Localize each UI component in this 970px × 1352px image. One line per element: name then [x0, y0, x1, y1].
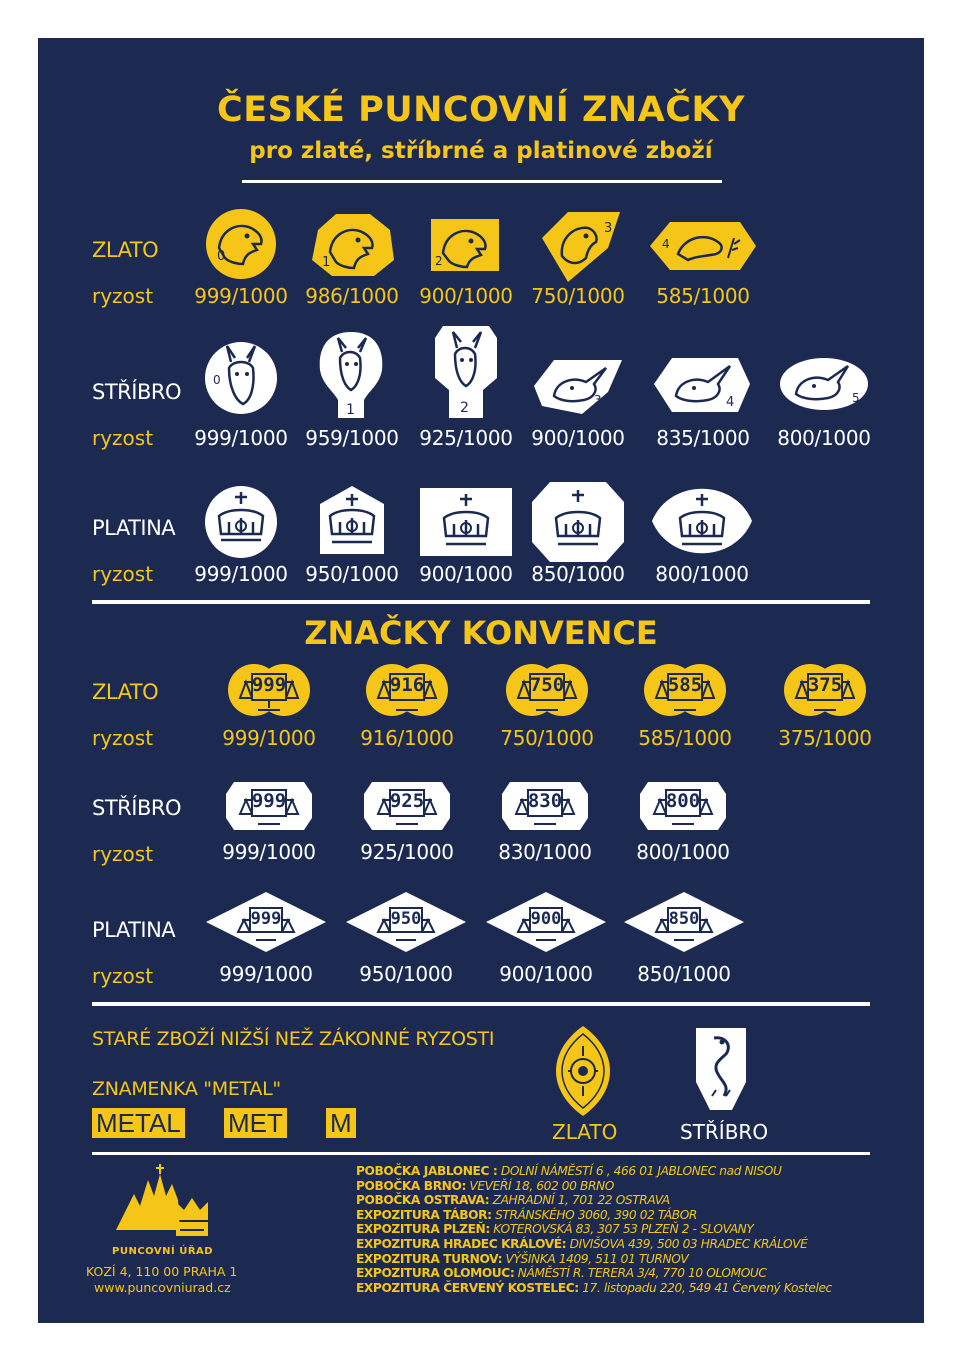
- svg-text:3: 3: [604, 221, 613, 236]
- conv-gold-value-2: 916/1000: [360, 726, 454, 750]
- conv-gold-mark-3: [502, 662, 592, 718]
- silver-value-3: 925/1000: [419, 426, 513, 450]
- conv-silver-code-2: 925: [389, 790, 425, 812]
- conv-platinum-code-3: 900: [530, 909, 562, 929]
- gold-900-eagle-icon: [425, 213, 505, 277]
- old-silver-mark-icon: [692, 1024, 750, 1114]
- conv-gold-mark-5: [780, 662, 870, 718]
- gold-label: ZLATO: [92, 238, 159, 262]
- conv-gold-mark-4: [640, 662, 730, 718]
- silver-value-2: 959/1000: [305, 426, 399, 450]
- conv-gold-label: ZLATO: [92, 680, 159, 704]
- silver-value-4: 900/1000: [531, 426, 625, 450]
- conv-gold-value-3: 750/1000: [500, 726, 594, 750]
- branch-line: POBOČKA JABLONEC : DOLNÍ NÁMĚSTÍ 6 , 466 01 JABLONEC nad NISOU: [356, 1164, 782, 1178]
- platinum-ryzost-label: ryzost: [92, 562, 154, 586]
- silver-925-goat-icon: [431, 324, 501, 420]
- silver-835-hare-icon: [652, 354, 752, 416]
- old-silver-label: STŘÍBRO: [680, 1120, 769, 1144]
- silver-800-hare-icon: [778, 356, 870, 412]
- svg-text:0: 0: [213, 373, 221, 387]
- title-underline: [242, 180, 722, 183]
- conv-platinum-code-4: 850: [668, 909, 700, 929]
- gold-value-3: 900/1000: [419, 284, 513, 308]
- conv-silver-value-1: 999/1000: [222, 840, 316, 864]
- silver-900-hare-icon: [532, 356, 626, 416]
- branch-line: EXPOZITURA OLOMOUC: NÁMĚSTÍ R. TERERA 3/4, 770 10 OLOMOUC: [356, 1266, 767, 1281]
- badge-metal: METAL: [92, 1108, 185, 1138]
- poster-subtitle: pro zlaté, stříbrné a platinové zboží: [249, 138, 713, 164]
- old-gold-mark-icon: [554, 1024, 612, 1118]
- conv-gold-mark-1: [224, 662, 314, 718]
- platinum-value-4: 850/1000: [531, 562, 625, 586]
- prague-castle-logo-icon: [110, 1160, 220, 1240]
- badge-m: M: [326, 1108, 356, 1138]
- badge-met: MET: [224, 1108, 287, 1138]
- silver-959-goat-icon: [316, 330, 386, 420]
- gold-value-5: 585/1000: [656, 284, 750, 308]
- convention-title: ZNAČKY KONVENCE: [304, 614, 658, 652]
- svg-text:4: 4: [662, 237, 670, 251]
- conv-gold-code-1: 999: [251, 674, 287, 696]
- office-name: PUNCOVNÍ ÚŘAD: [112, 1246, 214, 1257]
- svg-text:0: 0: [217, 249, 226, 264]
- conv-silver-mark-1: [224, 780, 314, 832]
- gold-value-4: 750/1000: [531, 284, 625, 308]
- conv-silver-mark-4: [638, 780, 728, 832]
- conv-platinum-value-2: 950/1000: [359, 962, 453, 986]
- section-divider-1: [92, 600, 870, 604]
- conv-platinum-mark-4: [622, 890, 746, 954]
- conv-platinum-mark-1: [204, 890, 328, 954]
- conv-silver-code-1: 999: [251, 790, 287, 812]
- gold-750-chicken-icon: [538, 208, 624, 284]
- platinum-value-2: 950/1000: [305, 562, 399, 586]
- conv-gold-ryzost-label: ryzost: [92, 726, 154, 750]
- gold-ryzost-label: ryzost: [92, 284, 154, 308]
- conv-silver-mark-2: [362, 780, 452, 832]
- branch-list: [356, 1164, 916, 1295]
- silver-label: STŘÍBRO: [92, 380, 181, 404]
- conv-gold-value-5: 375/1000: [778, 726, 872, 750]
- metal-marks-title: ZNAMENKA "METAL": [92, 1078, 281, 1100]
- office-address: KOZÍ 4, 110 00 PRAHA 1: [86, 1264, 238, 1279]
- gold-986-eagle-icon: [308, 210, 398, 280]
- branch-line: EXPOZITURA ČERVENÝ KOSTELEC: 17. listopadu 220, 549 41 Červený Kostelec: [356, 1280, 832, 1295]
- branch-line: EXPOZITURA HRADEC KRÁLOVÉ: DIVIŠOVA 439, 500 03 HRADEC KRÁLOVÉ: [356, 1236, 808, 1251]
- platinum-800-crown-icon: [650, 486, 754, 556]
- hallmark-poster: [38, 38, 924, 1323]
- conv-silver-ryzost-label: ryzost: [92, 842, 154, 866]
- gold-value-1: 999/1000: [194, 284, 288, 308]
- gold-value-2: 986/1000: [305, 284, 399, 308]
- conv-platinum-value-3: 900/1000: [499, 962, 593, 986]
- office-web: www.puncovniurad.cz: [94, 1280, 231, 1295]
- svg-text:1: 1: [322, 255, 331, 270]
- platinum-value-5: 800/1000: [655, 562, 749, 586]
- conv-gold-code-3: 750: [529, 674, 565, 696]
- conv-platinum-value-1: 999/1000: [219, 962, 313, 986]
- conv-silver-value-3: 830/1000: [498, 840, 592, 864]
- branch-line: EXPOZITURA TURNOV: VÝŠINKA 1409, 511 01 TURNOV: [356, 1251, 689, 1266]
- conv-gold-code-4: 585: [667, 674, 703, 696]
- conv-gold-mark-2: [362, 662, 452, 718]
- platinum-950-crown-icon: [316, 484, 388, 556]
- silver-value-6: 800/1000: [777, 426, 871, 450]
- conv-platinum-label: PLATINA: [92, 918, 176, 942]
- silver-value-1: 999/1000: [194, 426, 288, 450]
- old-gold-label: ZLATO: [552, 1120, 618, 1144]
- branch-line: POBOČKA OSTRAVA: ZAHRADNÍ 1, 701 22 OSTRAVA: [356, 1193, 670, 1208]
- platinum-999-crown-icon: [203, 484, 279, 560]
- conv-silver-value-2: 925/1000: [360, 840, 454, 864]
- svg-text:5: 5: [852, 391, 860, 405]
- platinum-900-crown-icon: [418, 486, 514, 558]
- svg-text:2: 2: [435, 254, 443, 268]
- silver-999-goat-icon: [203, 340, 279, 416]
- platinum-label: PLATINA: [92, 516, 176, 540]
- conv-platinum-mark-3: [484, 890, 608, 954]
- platinum-value-3: 900/1000: [419, 562, 513, 586]
- conv-platinum-code-2: 950: [390, 909, 422, 929]
- conv-gold-value-1: 999/1000: [222, 726, 316, 750]
- svg-text:1: 1: [346, 402, 355, 418]
- svg-text:4: 4: [726, 395, 735, 410]
- conv-gold-code-5: 375: [807, 674, 843, 696]
- conv-platinum-code-1: 999: [250, 909, 282, 929]
- poster-title: ČESKÉ PUNCOVNÍ ZNAČKY: [217, 90, 745, 130]
- conv-gold-code-2: 916: [389, 674, 425, 696]
- branch-line: EXPOZITURA PLZEŇ: KOTEROVSKÁ 83, 307 53 PLZEŇ 2 - SLOVANY: [356, 1222, 754, 1237]
- section-divider-2: [92, 1002, 870, 1006]
- conv-silver-mark-3: [500, 780, 590, 832]
- section-divider-3: [92, 1152, 870, 1155]
- branch-line: POBOČKA BRNO: VEVEŘÍ 18, 602 00 BRNO: [356, 1178, 614, 1193]
- silver-ryzost-label: ryzost: [92, 426, 154, 450]
- old-goods-title: STARÉ ZBOŽÍ NIŽŠÍ NEŽ ZÁKONNÉ RYZOSTI: [92, 1028, 495, 1050]
- platinum-850-crown-icon: [530, 480, 626, 564]
- conv-silver-value-4: 800/1000: [636, 840, 730, 864]
- platinum-value-1: 999/1000: [194, 562, 288, 586]
- conv-silver-code-4: 800: [665, 790, 701, 812]
- svg-text:3: 3: [594, 393, 602, 407]
- conv-platinum-value-4: 850/1000: [637, 962, 731, 986]
- conv-gold-value-4: 585/1000: [638, 726, 732, 750]
- gold-585-bird-icon: [648, 220, 758, 272]
- conv-silver-label: STŘÍBRO: [92, 796, 181, 820]
- svg-text:2: 2: [460, 400, 469, 416]
- branch-line: EXPOZITURA TÁBOR: STRÁNSKÉHO 3060, 390 02 TÁBOR: [356, 1207, 697, 1222]
- conv-silver-code-3: 830: [527, 790, 563, 812]
- conv-platinum-mark-2: [344, 890, 468, 954]
- conv-platinum-ryzost-label: ryzost: [92, 964, 154, 988]
- gold-999-eagle-icon: [203, 208, 279, 280]
- silver-value-5: 835/1000: [656, 426, 750, 450]
